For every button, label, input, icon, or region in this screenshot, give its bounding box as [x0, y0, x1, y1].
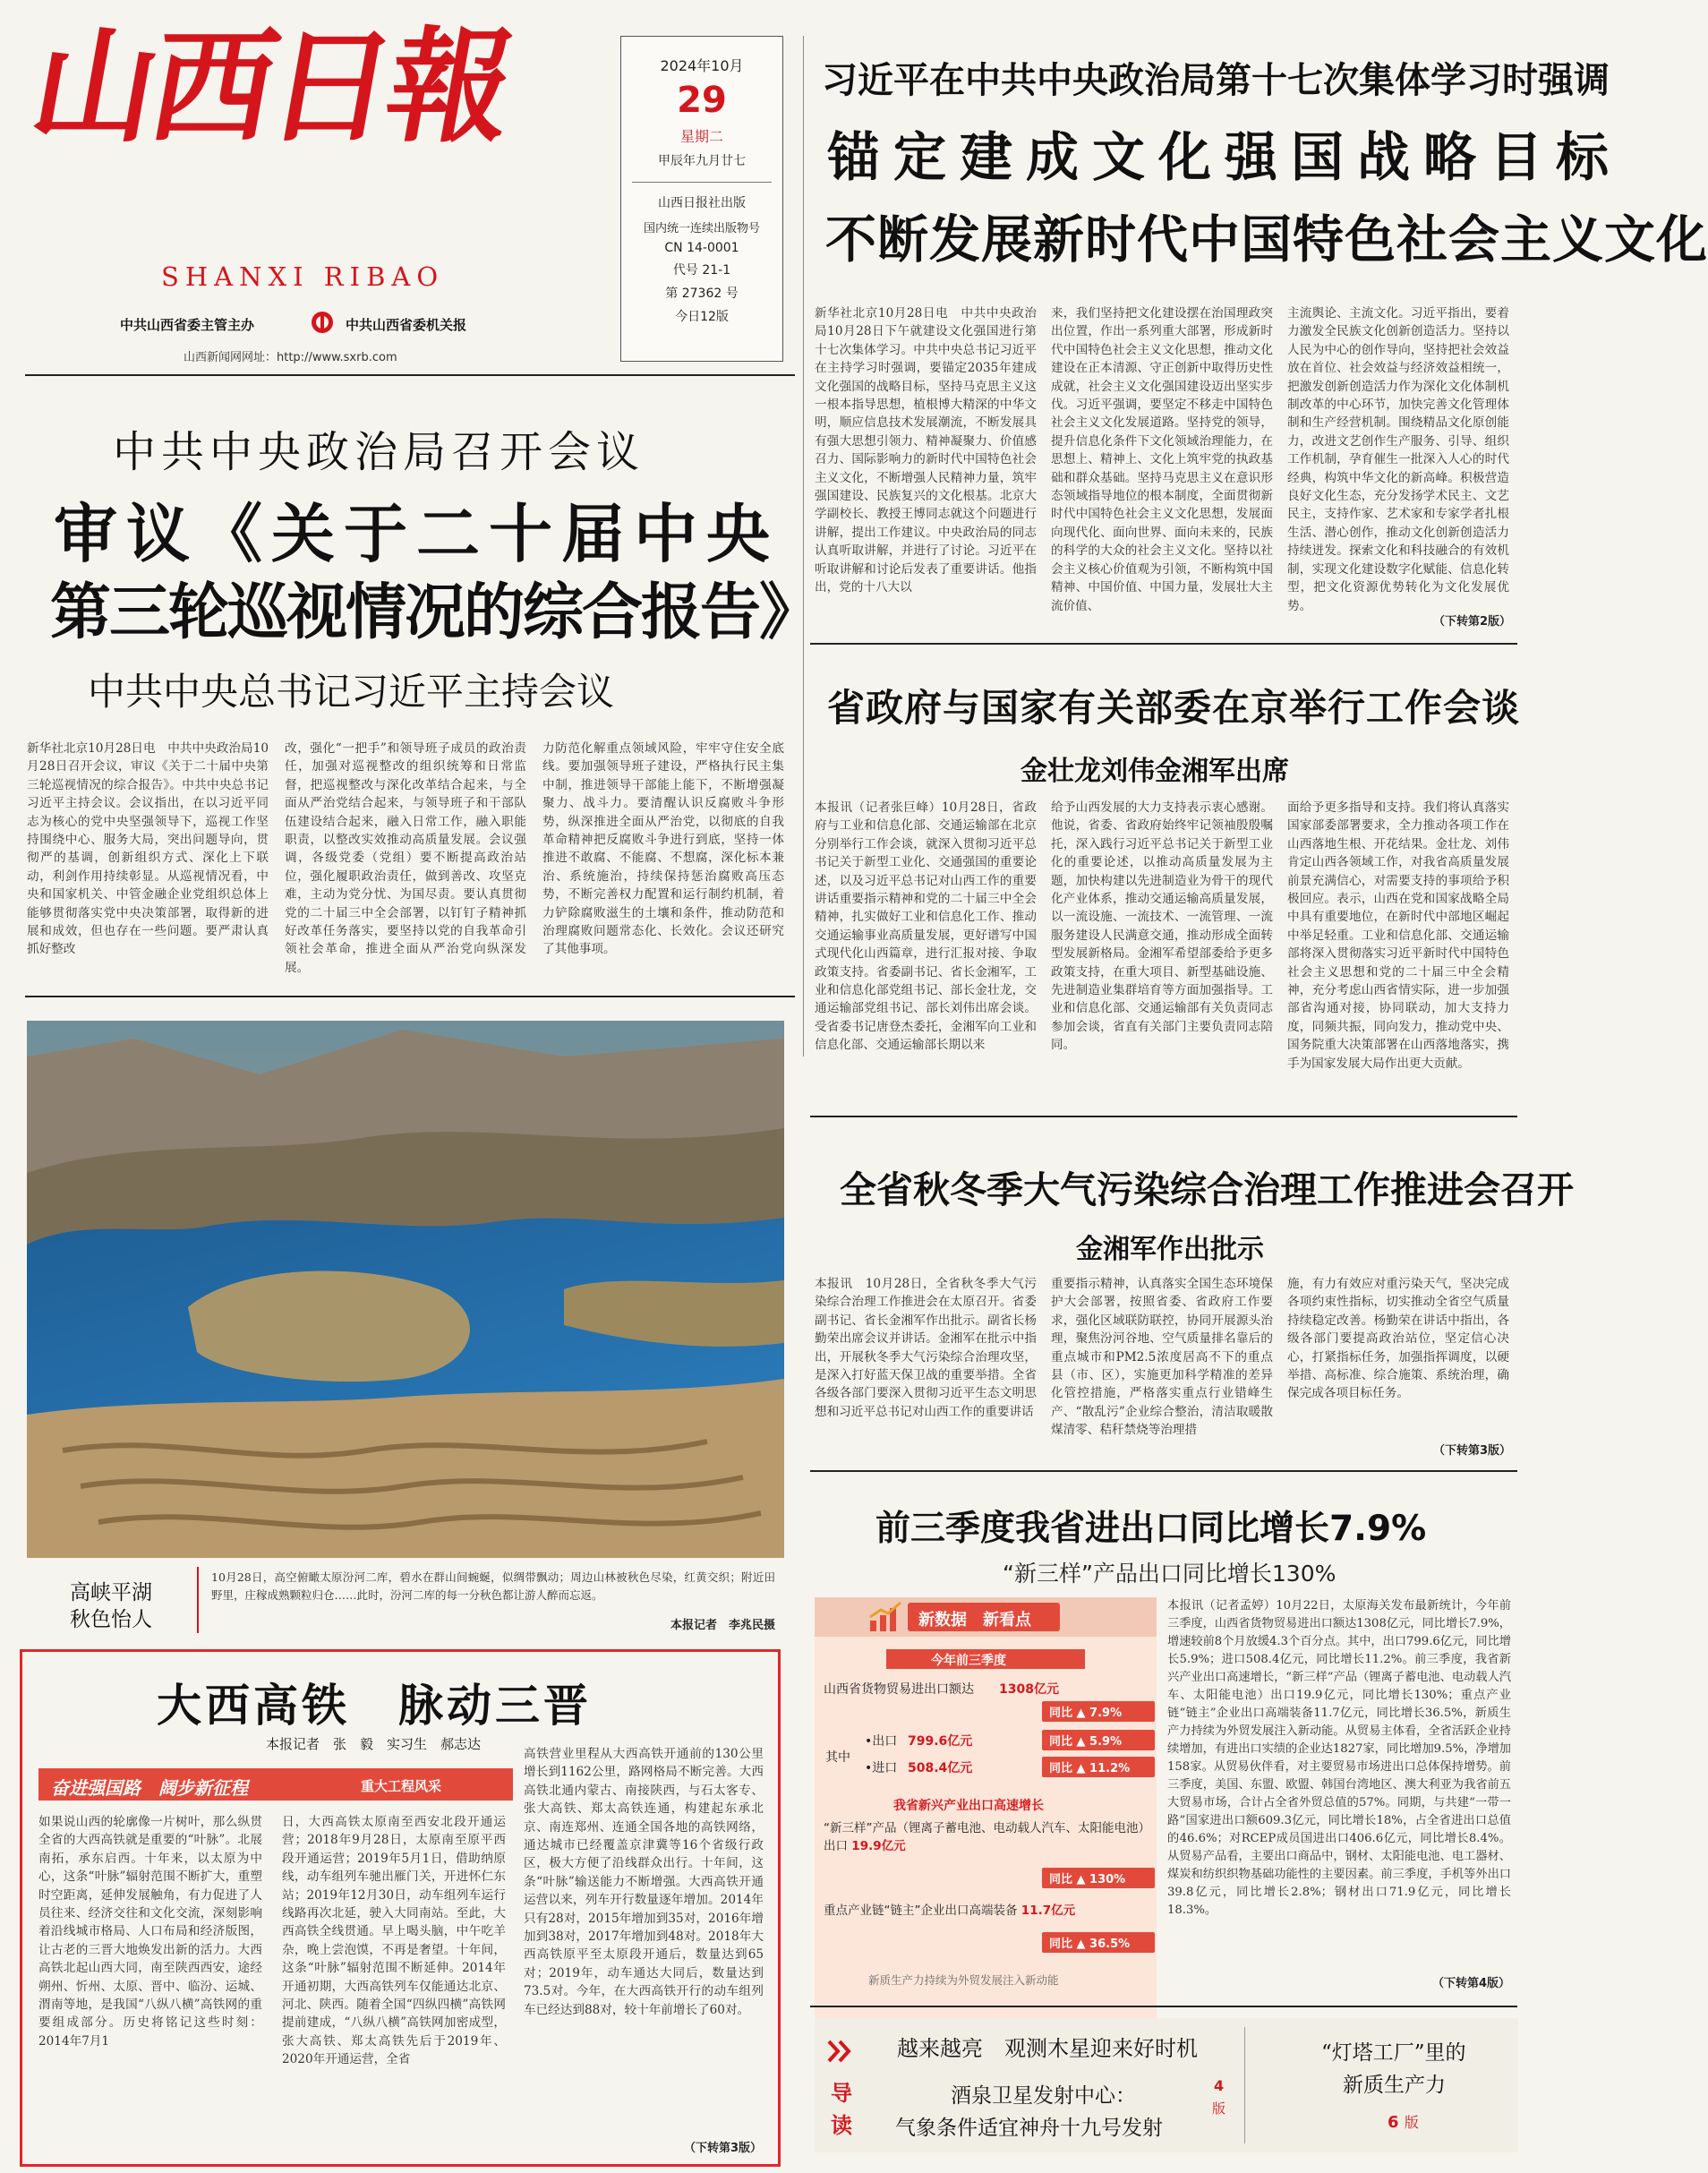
info-new3-value: 19.9亿元 — [851, 1839, 906, 1853]
gov-title: 省政府与国家有关部委在京举行工作会谈 — [827, 686, 1521, 730]
lead-title-2: 不断发展新时代中国特色社会主义文化 — [825, 210, 1708, 269]
photo-credit: 本报记者 李兆民摄 — [670, 1619, 775, 1632]
rail-title: 大西高铁 脉动三晋 — [157, 1679, 592, 1732]
column-rule — [803, 36, 804, 1057]
politburo-col-1: 新华社北京10月28日电 中共中央政治局10月28日召开会议，审议《关于二十届中央第三轮巡视情况的综合报告》。中共中央总书记习近平主持会议。会议指出，在以习近平同志为核心的党中央坚强领导下，巡视工作坚持围绕中心、服务大局，突出问题导向，贯彻严的基调，创新组织方式、深化上下联动，利剑作用持续彰显。从巡视情况看，中央和国家机关、中管金融企业党组织总体上能够贯彻落实党中央决策部署，取得新的进展和成效，但也存在一些问题。要严肃认真抓好整改 — [27, 741, 269, 957]
info-export-label: •出口 — [865, 1734, 898, 1749]
info-export-value: 799.6亿元 — [908, 1734, 973, 1749]
air-rule — [810, 1470, 1517, 1472]
guide-item3-page — [1388, 2111, 1419, 2132]
trade-subtitle: “新三样”产品出口同比增长130% — [1003, 1561, 1337, 1587]
lead-title-1: 锚定建成文化强国战略目标 — [827, 126, 1623, 188]
gov-subtitle: 金壮龙刘伟金湘军出席 — [1021, 756, 1289, 787]
politburo-rule — [25, 996, 795, 997]
info-import-growth: 同比 ▲ 11.2% — [1042, 1757, 1155, 1777]
info-chain-text: 重点产业链“链主”企业出口高端装备 — [824, 1904, 1018, 1918]
gov-col-3: 面给予更多指导和支持。我们将认真落实国家部委部署要求，全力推动各项工作在山西落地生根、开花结果。金壮龙、刘伟肯定山西各领域工作，对我省高质量发展前景充满信心，对需要支持的事项给予积极回应。表示，山西在党和国家战略全局中具有重要地位，在新时代中部地区崛起中举足轻重。工业和信息化部、交通运输部将深入贯彻落实习近平新时代中国特色社会主义思想和党的二十届三中全会精神，充分考虑山西省情实际，进一步加强部省沟通对接，协同联动，加大支持力度，同频共振，同向发力，推动党中央、国务院重大决策部署在山西落地落实，携手为国家发展大局作出更大贡献。 — [1287, 800, 1509, 1071]
air-subtitle: 金湘军作出批示 — [1076, 1234, 1264, 1265]
guide-item3-page-num: 6 — [1388, 2113, 1399, 2132]
issn-code: 代号 21-1 — [672, 263, 731, 278]
info-banner: 新数据 新看点 — [918, 1611, 1031, 1630]
rail-banner-tag: 重大工程风采 — [361, 1778, 442, 1794]
politburo-title-2: 第三轮巡视情况的综合报告》 — [50, 577, 819, 648]
politburo-kicker: 中共中央政治局召开会议 — [113, 427, 645, 477]
sponsor-left: 中共山西省委主管主办 — [120, 317, 255, 333]
rail-col-1: 如果说山西的轮廓像一片树叶，那么纵贯全省的大西高铁就是重要的“叶脉”。北展南拓，承东启西。十年来，以太原为中心，这条“叶脉”辐射范围不断扩大，重塑时空距离，延伸发展触角，有力促进了人员往来、经济交往和文化交流，深刻影响着沿线城市格局、人口布局和经济版图，让古老的三晋大地焕发出新的活力。大西高铁北起山西大同，南至陕西西安，途经朔州、忻州、太原、晋中、临汾、运城、渭南等地，是我国“八纵八横”高铁网的重要组成部分。历史将铭记这些时刻：2014年7月1 — [38, 1815, 262, 2049]
info-new3-growth: 同比 ▲ 130% — [1042, 1868, 1155, 1888]
chart-up-icon — [868, 1601, 904, 1633]
lead-rule — [810, 643, 1517, 645]
trade-infographic — [815, 1597, 1157, 2023]
info-period: 今年前三季度 — [931, 1654, 1006, 1668]
info-import-value: 508.4亿元 — [908, 1761, 973, 1775]
photo-caption-area — [27, 1558, 784, 1638]
trade-title: 前三季度我省进出口同比增长7.9% — [875, 1509, 1427, 1549]
info-export-growth: 同比 ▲ 5.9% — [1042, 1730, 1155, 1750]
politburo-col-3: 力防范化解重点领域风险，牢牢守住安全底线。要加强领导班子建设，严格执行民主集中制，推进领导干部能上能下，不断增强凝聚力、战斗力。要清醒认识反腐败斗争形势，纵深推进全面从严治党，以彻底的自我革命精神把反腐败斗争进行到底，坚持一体推进不敢腐、不能腐、不想腐，深化标本兼治、系统施治，持续保持惩治腐败高压态势，不断完善权力配置和运行制约机制，着力铲除腐败滋生的土壤和条件，推动防范和治理腐败问题常态化、长效化。会议还研究了其他事项。 — [542, 741, 784, 957]
emblem-icon — [309, 310, 336, 335]
lead-col-3: 主流舆论、主流文化。习近平指出，要着力激发全民族文化创新创造活力。坚持以人民为中心的创作导向，坚持把社会效益放在首位、社会效益与经济效益相统一，把激发创新创造活力作为深化文化体制机制改革的中心环节，加快完善文化管理体制和生产经营机制。围绕精品文化原创能力，改进文艺创作生产服务、引导、组织工作机制，孕育催生一批深入人心的时代经典，构筑中华文化的新高峰。积极营造良好文化生态，充分发扬学术民主、文艺民主，支持作家、艺术家和专家学者扎根生活、潜心创作，推动文化创新创造活力持续迸发。探索文化和科技融合的有效机制，实现文化建设数字化赋能、信息化转型，把文化资源优势转化为文化发展优势。 — [1287, 306, 1509, 613]
air-col-1: 本报讯 10月28日，全省秋冬季大气污染综合治理工作推进会在太原召开。省委副书记、省长金湘军作出批示。副省长杨勤荣出席会议并讲话。金湘军在批示中指出，开展秋冬季大气污染综合治理攻坚，是深入打好蓝天保卫战的重要举措。全省各级各部门要深入贯彻习近平生态文明思想和习近平总书记对山西工作的重要讲话 — [815, 1277, 1037, 1419]
info-new3-text: “新三样”产品（锂离子蓄电池、电动载人汽车、太阳能电池）出口 — [824, 1821, 1145, 1853]
politburo-body — [27, 740, 784, 983]
gov-rule — [810, 1116, 1517, 1117]
info-footer: 新质生产力持续为外贸发展注入新动能 — [868, 1973, 1059, 1987]
air-more[interactable]: （下转第3版） — [1432, 1444, 1511, 1458]
lead-more[interactable]: （下转第2版） — [1432, 615, 1511, 629]
guide-label-2: 读 — [831, 2112, 852, 2138]
air-col-2: 重要指示精神，认真落实全国生态环境保护大会部署，按照省委、省政府工作要求，强化区域联防联控，协同开展源头治理，聚焦汾河谷地、空气质量排名靠后的重点城市和PM2.5浓度居高不下的重点县（市、区），实施更加科学精准的差异化管控措施，严格落实重点行业错峰生产、“散乱污”企业综合整治，清洁取暖散煤清零、秸秆禁烧等治理措 — [1051, 1277, 1273, 1438]
publisher: 山西日报社出版 — [658, 196, 746, 210]
info-chain-value: 11.7亿元 — [1021, 1904, 1076, 1918]
photo-caption: 10月28日，高空俯瞰太原汾河二库，碧水在群山间蜿蜒，似绸带飘动；周边山林被秋色尽染，红黄交织；附近田野里，庄稼成熟颗粒归仓……此时，汾河二库的每一分秋色都让游人醉而忘返。 — [211, 1570, 775, 1602]
issn-cn: CN 14-0001 — [664, 241, 739, 255]
info-chain-growth: 同比 ▲ 36.5% — [1042, 1932, 1155, 1953]
lead-col-1: 新华社北京10月28日电 中共中央政治局10月28日下午就建设文化强国进行第十七次集体学习。中共中央总书记习近平在主持学习时强调，要锚定2035年建成文化强国的战略目标，坚持马克思主义这一根本指导思想，植根博大精深的中华文明，顺应信息技术发展潮流，不断发展具有强大思想引领力、精神凝聚力、价值感召力、国际影响力的新时代中国特色社会主义文化，不断增强人民精神力量，筑牢强国建设、民族复兴的文化根基。北京大学副校长、教授王博同志就这个问题进行讲解，提出工作建议。中央政治局的同志认真听取讲解，并进行了讨论。习近平在听取讲解和讨论后发表了重要讲话。他指出，党的十八大以 — [815, 306, 1037, 595]
lead-col-2: 来，我们坚持把文化建设摆在治国理政突出位置，作出一系列重大部署，形成新时代中国特色社会主义文化思想，推动文化建设在正本清源、守正创新中取得历史性成就，社会主义文化强国建设迈出坚实步伐。习近平强调，要坚定不移走中国特色社会主义文化发展道路。坚持党的领导，提升信息化条件下文化领域治理能力，在思想上、精神上、文化上筑牢党的执政基础和群众基础。坚持马克思主义在意识形态领域指导地位的根本制度，全面贯彻新时代中国特色社会主义文化思想，发展面向现代化、面向世界、面向未来的，民族的科学的大众的社会主义文化。坚持以社会主义核心价值观为引领，不断构筑中国精神、中国价值、中国力量，发展壮大主流价值、 — [1051, 306, 1273, 613]
masthead-logo: 山西日報 — [21, 13, 520, 159]
info-total-label: 山西省货物贸易进出口额达 — [824, 1682, 974, 1697]
lake-photo — [27, 1021, 784, 1558]
rail-byline: 本报记者 张 毅 实习生 郝志达 — [266, 1736, 482, 1752]
guide-item1[interactable]: 越来越亮 观测木星迎来好时机 — [897, 2036, 1198, 2061]
lead-kicker: 习近平在中共中央政治局第十七次集体学习时强调 — [822, 60, 1610, 101]
info-section2: 我省新兴产业出口高速增长 — [893, 1799, 1044, 1813]
date-month: 2024年10月 — [660, 57, 744, 74]
politburo-title-1: 审议《关于二十届中央 — [54, 497, 780, 571]
guide-box — [815, 2018, 1518, 2152]
photo-caption-title-2: 秋色怡人 — [70, 1608, 152, 1631]
info-among: 其中 — [825, 1750, 850, 1765]
trade-rule — [810, 2006, 1517, 2007]
date-box — [620, 36, 783, 362]
caption-divider — [197, 1567, 199, 1633]
air-col-3: 施，有力有效应对重污染天气，坚决完成各项约束性指标，切实推动全省空气质量持续稳定改善。杨勤荣在讲话中指出，各级各部门要提高政治站位，坚定信心决心，打紧指标任务，加强指挥调度，以硬举措、高标准、综合施策、系统治理，确保完成各项目标任务。 — [1287, 1277, 1509, 1401]
rail-banner-text: 奋进强国路 阔步新征程 — [51, 1777, 248, 1799]
guide-item1-page: 4 — [1214, 2077, 1225, 2094]
air-body — [815, 1275, 1511, 1458]
guide-item2-line1[interactable]: 酒泉卫星发射中心： — [951, 2084, 1136, 2108]
masthead-logo-en: SHANXI RIBAO — [161, 261, 445, 292]
info-new3-label — [824, 1819, 1149, 1855]
gov-col-2: 给予山西发展的大力支持表示衷心感谢。他说，省委、省政府始终牢记领袖殷殷嘱托，深入践行习近平总书记关于新型工业化的重要论述，以推动高质量发展为主题，加快构建以先进制造业为骨干的现代化产业体系，推动交通运输高质量发展，以一流设施、一流技术、一流管理、一流服务建设人民满意交通，推动形成全面转型发展新格局。金湘军希望部委给予更多政策支持，在重大项目、新型基础设施、先进制造业集群培育等方面加强指导。工业和信息化部、交通运输部有关负责同志参加会谈，省直有关部门主要负责同志陪同。 — [1051, 800, 1273, 1053]
guide-item2-line2[interactable]: 气象条件适宜神舟十九号发射 — [895, 2117, 1163, 2140]
date-day: 29 — [677, 80, 727, 121]
issue-number: 第 27362 号 — [665, 287, 739, 301]
guide-arrow-icon — [827, 2040, 854, 2063]
lead-body — [815, 304, 1511, 629]
issn-label: 国内统一连续出版物号 — [643, 222, 760, 235]
guide-item3-page-suffix: 版 — [1404, 2114, 1419, 2131]
rail-more[interactable]: （下转第3版） — [683, 2142, 762, 2155]
sponsor-right: 中共山西省委机关报 — [346, 317, 467, 333]
gov-body — [815, 799, 1511, 1103]
trade-text: 本报讯（记者孟婷）10月22日，太原海关发布最新统计，今年前三季度，山西省货物贸易进出口额达1308亿元，同比增长7.9%，增速较前8个月放缓4.3个百分点。其中，出口799.6亿元，同比增长5.9%；进口508.4亿元，同比增长11.2%。前三季度，我省新兴产业出口高速增长，“新三样”产品（锂离子蓄电池、电动载人汽车、太阳能电池）出口19.9亿元，同比增长130%；重点产业链“链主”企业出口高端装备11.7亿元，同比增长36.5%，新质生产力持续为外贸发展注入新动能。从贸易主体看，全省活跃企业持续增加，有进出口实绩的企业达1827家，同比增加9.5%，净增加158家。从贸易伙伴看，对主要贸易市场进出口总体保持增势。前三季度，美国、东盟、欧盟、韩国台湾地区、澳大利亚为我省前五大贸易市场，合计占全省外贸总值的57%。同期，与共建“一带一路”国家进出口额609.3亿元，同比增长18%，占全省进出口总值的46.6%；对RCEP成员国进出口406.6亿元，同比增长8.4%。从贸易产品看，主要出口商品中，钢材、太阳能电池、电工器材、煤炭和纺织织物基础功能性的主要因素。前三季度，手机等外出口39.8亿元，同比增长2.8%；钢材出口71.9亿元，同比增长18.3%。 — [1167, 1599, 1511, 1917]
masthead-rule — [25, 374, 795, 376]
politburo-subtitle: 中共中央总书记习近平主持会议 — [88, 670, 615, 714]
guide-item3-line2[interactable]: 新质生产力 — [1343, 2074, 1446, 2097]
photo-caption-title-1: 高峡平湖 — [70, 1581, 152, 1604]
rail-col-3: 高铁营业里程从大西高铁开通前的130公里增长到1162公里，路网格局不断完善。大西高铁北通内蒙古、南接陕西，与石太客专、张大高铁、郑太高铁连通，构建起东承北京、南连郑州、连通全国各地的高铁网络，通达城市已经覆盖京津冀等16个省级行政区，极大方便了沿线群众出行。十年间，这条“叶脉”输送能力不断增强。大西高铁开通运营以来，列车开行数量逐年增加。2014年只有28对，2015年增加到35对，2016年增加到38对，2017年增加到48对。2018年大西高铁原平至太原段开通后，数量达到65对；2019年，动车通达大同后，数量达到73.5对。今年，在大西高铁开行的动车组列车已经达到88对，较十年前增长了60对。 — [524, 1747, 764, 2017]
rail-banner — [38, 1768, 513, 1801]
rail-col-2: 日，大西高铁太原南至西安北段开通运营；2018年9月28日，太原南至原平西段开通运营；2019年5月1日，借助纳原线，动车组列车驰出雁门关，开进怀仁东站；2019年12月30日，动车组列车运行线路再次北延，驶入大同南站。至此，大西高铁全线贯通。早上喝头脑，中午吃羊杂，晚上尝泡馍，不再是奢望。十年间，这条“叶脉”辐射范围不断延伸。2014年开通初期，大西高铁列车仅能通达北京、河北、陕西。随着全国“四纵四横”高铁网提前建成，“八纵八横”高铁网加密成型，张大高铁、郑太高铁先后于2019年、2020年开通运营，全省 — [282, 1815, 506, 2067]
info-total-value: 1308亿元 — [999, 1682, 1059, 1697]
info-total-growth: 同比 ▲ 7.9% — [1042, 1701, 1155, 1722]
info-chain-label — [824, 1902, 1149, 1920]
info-import-label: •进口 — [865, 1761, 898, 1775]
date-weekday: 星期二 — [679, 128, 723, 145]
guide-label-1: 导 — [831, 2080, 852, 2106]
trade-more[interactable]: （下转第4版） — [1432, 1977, 1511, 1990]
gov-col-1: 本报讯（记者张巨峰）10月28日，省政府与工业和信息化部、交通运输部在北京分别举行工作会谈，就深入贯彻习近平总书记关于新型工业化、交通强国的重要论述，以及习近平总书记对山西工作的重要讲话重要指示精神和党的二十届三中全会精神，扎实做好工业和信息化工作、推动交通运输事业高质量发展，更好谱写中国式现代化山西篇章，进行汇报对接、争取政策支持。省委副书记、省长金湘军，工业和信息化部党组书记、部长金壮龙，交通运输部党组书记、部长刘伟出席会谈。受省委书记唐登杰委托，金湘军向工业和信息化部、交通运输部长期以来 — [815, 800, 1037, 1053]
guide-item1-page-suffix: 版 — [1212, 2100, 1226, 2117]
politburo-col-2: 改，强化“一把手”和领导班子成员的政治责任，加强对巡视整改的组织统筹和日常监督，把巡视整改与深化改革结合起来，与全面从严治党结合起来，与领导班子和干部队伍建设结合起来，融入日常工作，融入职能职责，以整改实效推动高质量发展。会议强调，各级党委（党组）要不断提高政治站位，强化履职政治责任，做到善改、攻坚克难，主动为党分忧、为国尽责。要认真贯彻党的二十届三中全会部署，以钉钉子精神抓好改革任务落实，要坚持以党的自我革命引领社会革命，推进全面从严治党向纵深发展。 — [285, 741, 526, 975]
date-lunar: 甲辰年九月廿七 — [658, 154, 746, 168]
website: 山西新闻网网址：http://www.sxrb.com — [184, 351, 397, 364]
guide-item3-line1[interactable]: “灯塔工厂”里的 — [1321, 2041, 1466, 2065]
page-count: 今日12版 — [675, 310, 729, 324]
rail-feature — [20, 1649, 781, 2167]
air-title: 全省秋冬季大气污染综合治理工作推进会召开 — [840, 1168, 1574, 1211]
